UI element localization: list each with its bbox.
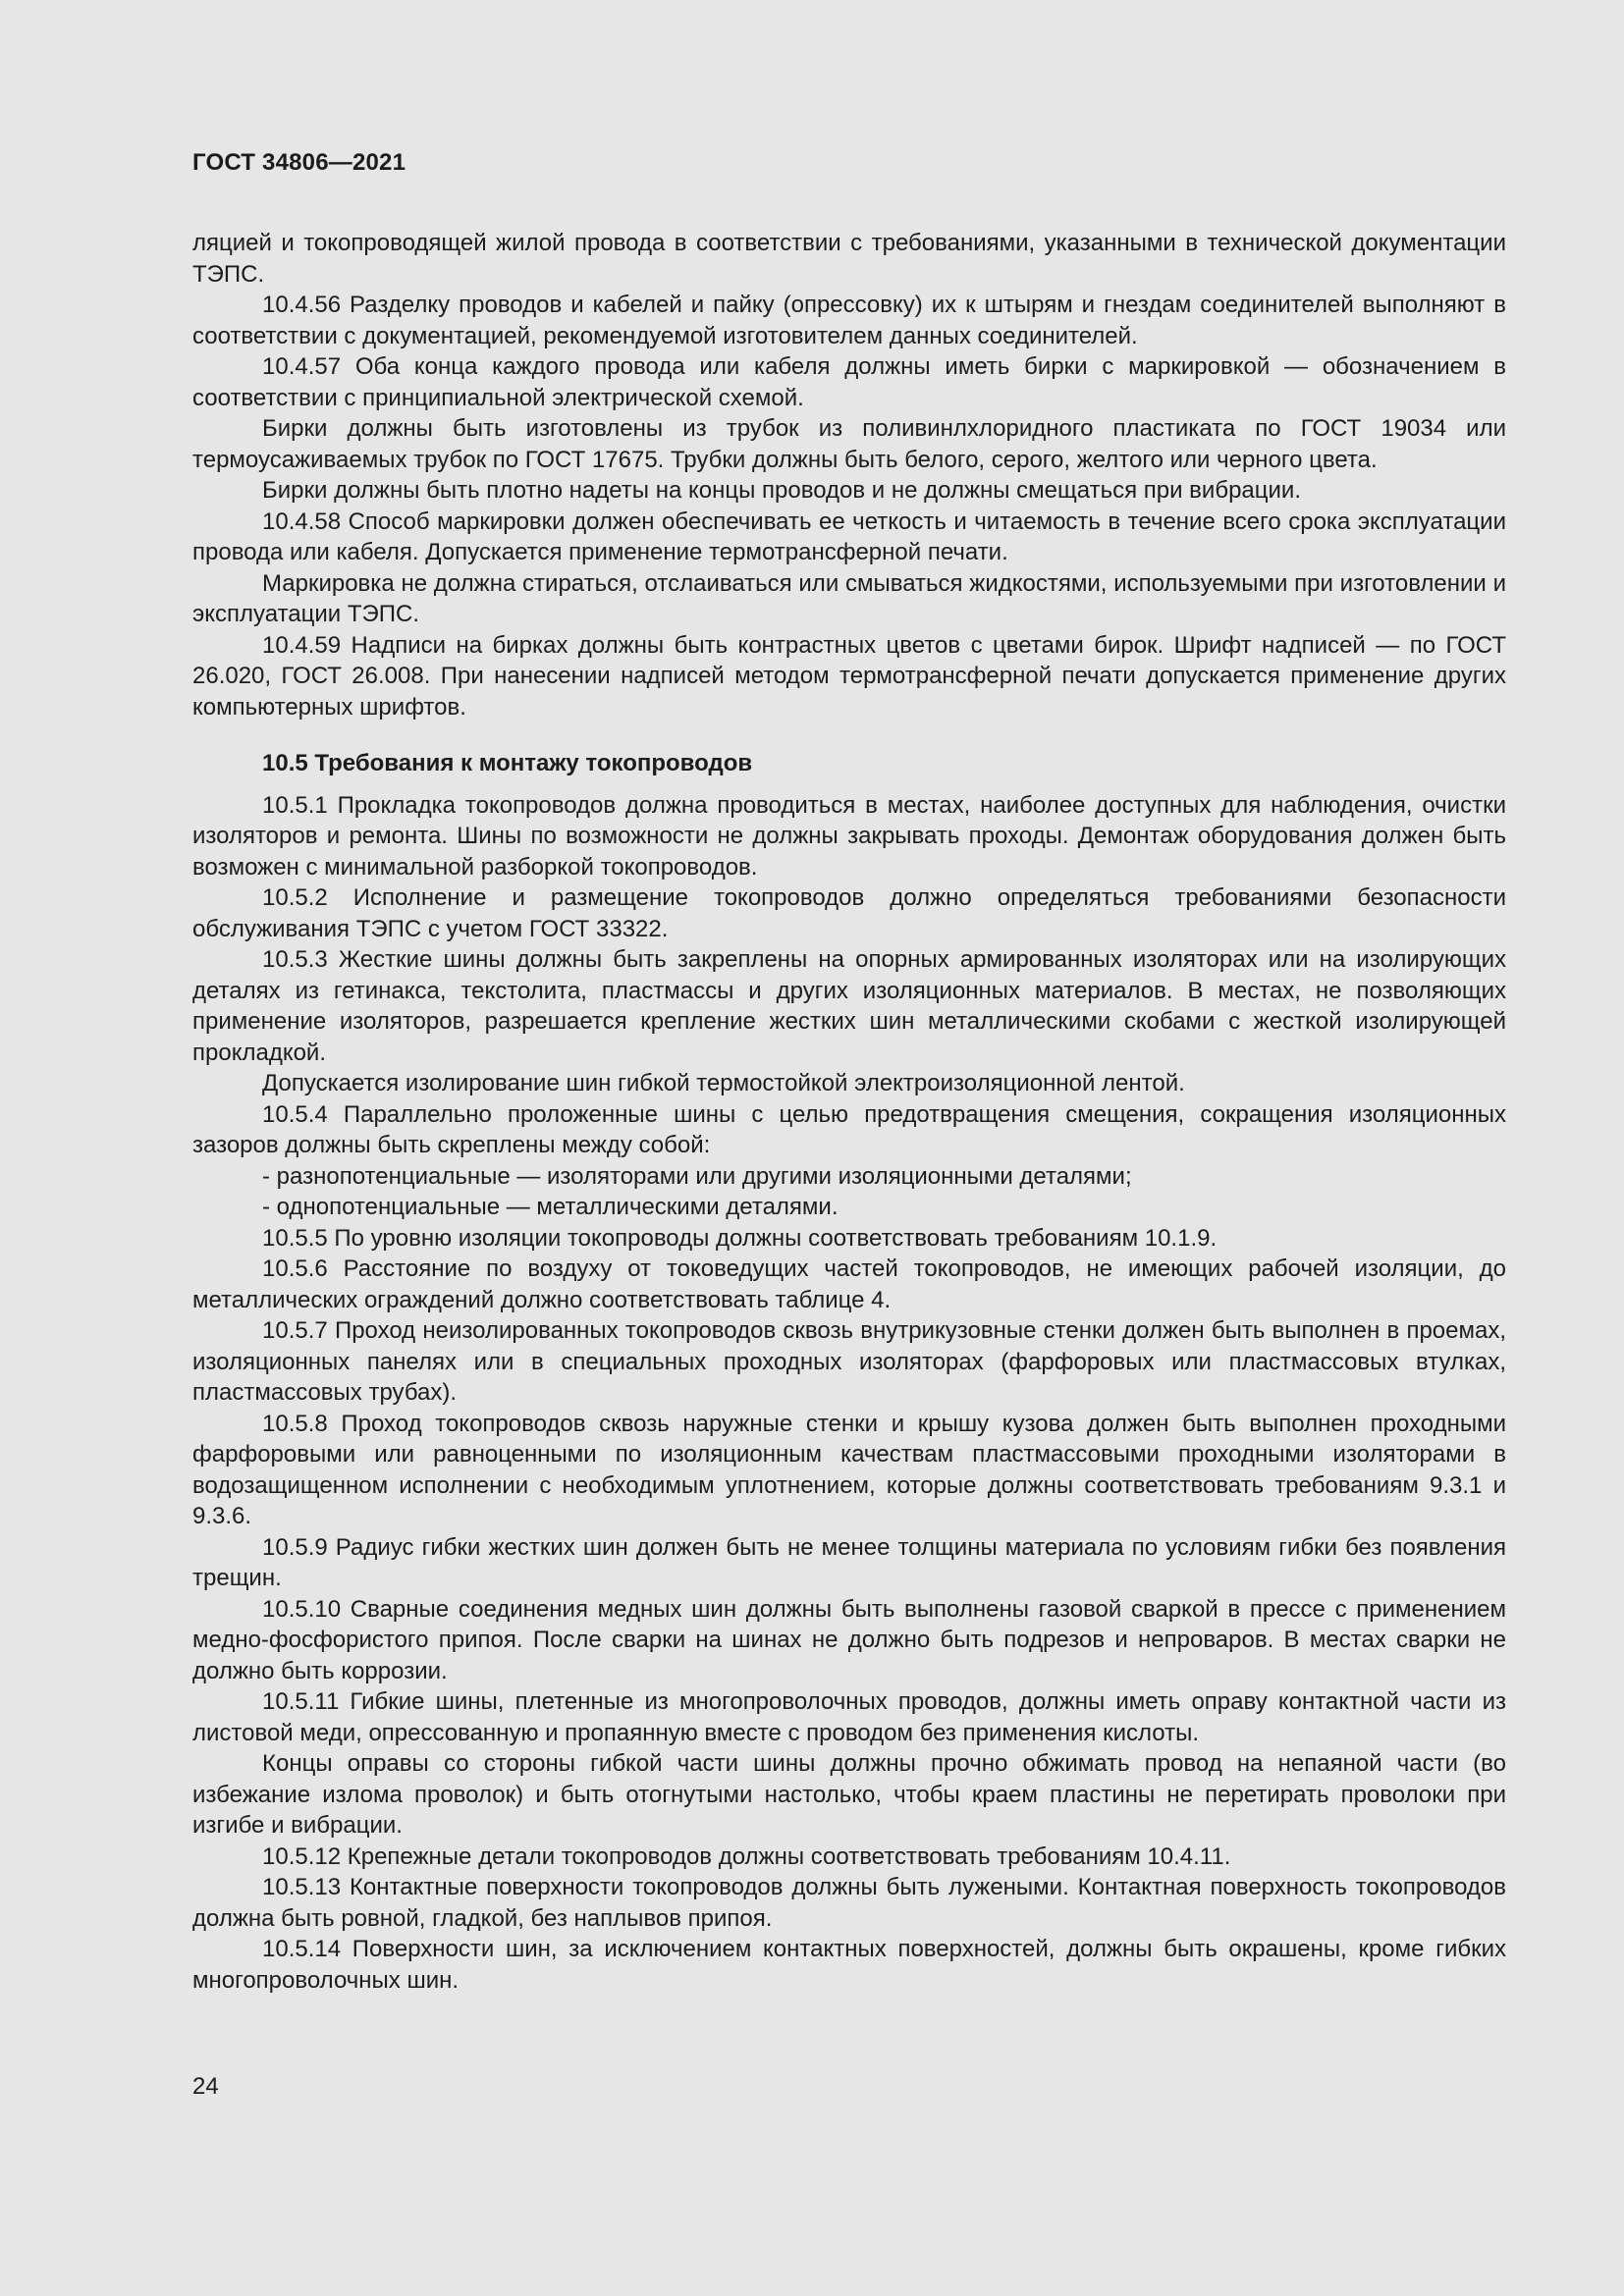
paragraph: Концы оправы со стороны гибкой части шины должны прочно обжимать провод на непаяной части (во избежание излома проволок) и быть отогнутыми настолько, чтобы краем пластины не перетирать проволоки при изгибе и вибрации.	[192, 1750, 1506, 1839]
paragraph: Бирки должны быть плотно надеты на концы проводов и не должны смещаться при вибрации.	[262, 477, 1301, 504]
document-body	[192, 228, 1506, 1996]
paragraph: 10.5.11 Гибкие шины, плетенные из многопроволочных проводов, должны иметь оправу контактной части из листовой меди, опрессованную и пропаянную вместе с проводом без применения кислоты.	[192, 1688, 1506, 1746]
paragraph: 10.5.5 По уровню изоляции токопроводы должны соответствовать требованиям 10.1.9.	[262, 1224, 1218, 1252]
paragraph: Маркировка не должна стираться, отслаиваться или смываться жидкостями, используемыми при изготовлении и эксплуатации ТЭПС.	[192, 569, 1506, 627]
paragraph: ляцией и токопроводящей жилой провода в соответствии с требованиями, указанными в технической документации ТЭПС.	[192, 230, 1506, 288]
paragraph: 10.5.9 Радиус гибки жестких шин должен быть не менее толщины материала по условиям гибки без появления трещин.	[192, 1533, 1506, 1591]
paragraph: Допускается изолирование шин гибкой термостойкой электроизоляционной лентой.	[262, 1070, 1185, 1096]
list-item: - однопотенциальные — металлическими деталями.	[262, 1194, 839, 1220]
section-heading: 10.5 Требования к монтажу токопроводов	[262, 750, 753, 776]
paragraph: 10.5.6 Расстояние по воздуху от токоведущих частей токопроводов, не имеющих рабочей изоляции, до металлических ограждений должно соответствовать таблице 4.	[192, 1255, 1506, 1313]
paragraph: 10.5.7 Проход неизолированных токопроводов сквозь внутрикузовные стенки должен быть выполнен в проемах, изоляционных панелях или в специальных проходных изоляторах (фарфоровых или пластмассовых втулках, пластмассовых трубах).	[192, 1317, 1506, 1406]
paragraph: 10.5.1 Прокладка токопроводов должна проводиться в местах, наиболее доступных для наблюдения, очистки изоляторов и ремонта. Шины по возможности не должны закрывать проходы. Демонтаж оборудования должен быть возможен с минимальной разборкой токопроводов.	[192, 791, 1506, 881]
paragraph: 10.4.59 Надписи на бирках должны быть контрастных цветов с цветами бирок. Шрифт надписей — по ГОСТ 26.020, ГОСТ 26.008. При нанесении надписей методом термотрансферной печати допускается применение других компьютерных шрифтов.	[192, 631, 1506, 721]
paragraph: 10.4.57 Оба конца каждого провода или кабеля должны иметь бирки с маркировкой — обозначением в соответствии с принципиальной электрической схемой.	[192, 353, 1506, 411]
paragraph: 10.5.8 Проход токопроводов сквозь наружные стенки и крышу кузова должен быть выполнен проходными фарфоровыми или равноценными по изоляционным качествам пластмассовыми проходными изоляторами в водозащищенном исполнении с необходимым уплотнением, которые должны соответствовать требованиям 9.3.1 и 9.3.6.	[192, 1410, 1506, 1529]
page-number: 24	[192, 2073, 219, 2100]
paragraph: Бирки должны быть изготовлены из трубок из поливинлхлоридного пластиката по ГОСТ 19034 или термоусаживаемых трубок по ГОСТ 17675. Трубки должны быть белого, серого, желтого или черного цвета.	[192, 415, 1506, 473]
paragraph: 10.5.10 Сварные соединения медных шин должны быть выполнены газовой сваркой в прессе с применением медно-фосфористого припоя. После сварки на шинах не должно быть подрезов и непроваров. В местах сварки не должно быть коррозии.	[192, 1595, 1506, 1684]
paragraph: 10.5.14 Поверхности шин, за исключением контактных поверхностей, должны быть окрашены, кроме гибких многопроволочных шин.	[192, 1936, 1506, 1994]
paragraph: 10.5.2 Исполнение и размещение токопроводов должно определяться требованиями безопасности обслуживания ТЭПС с учетом ГОСТ 33322.	[192, 884, 1506, 942]
paragraph: 10.5.4 Параллельно проложенные шины с целью предотвращения смещения, сокращения изоляционных зазоров должны быть скреплены между собой:	[192, 1100, 1506, 1158]
paragraph: 10.4.58 Способ маркировки должен обеспечивать ее четкость и читаемость в течение всего срока эксплуатации провода или кабеля. Допускается применение термотрансферной печати.	[192, 507, 1506, 565]
list-item: - разнопотенциальные — изоляторами или другими изоляционными деталями;	[262, 1162, 1132, 1190]
document-header: ГОСТ 34806—2021	[192, 149, 406, 176]
paragraph: 10.5.12 Крепежные детали токопроводов должны соответствовать требованиям 10.4.11.	[262, 1842, 1231, 1870]
paragraph: 10.4.56 Разделку проводов и кабелей и пайку (опрессовку) их к штырям и гнездам соединителей выполняют в соответствии с документацией, рекомендуемой изготовителем данных соединителей.	[192, 292, 1506, 349]
paragraph: 10.5.3 Жесткие шины должны быть закреплены на опорных армированных изоляторах или на изолирующих деталях из гетинакса, текстолита, пластмассы и других изоляционных материалов. В местах, не позволяющих применение изоляторов, разрешается крепление жестких шин металлическими скобами с жесткой изолирующей прокладкой.	[192, 946, 1506, 1066]
paragraph: 10.5.13 Контактные поверхности токопроводов должны быть лужеными. Контактная поверхность токопроводов должна быть ровной, гладкой, без наплывов припоя.	[192, 1874, 1506, 1932]
